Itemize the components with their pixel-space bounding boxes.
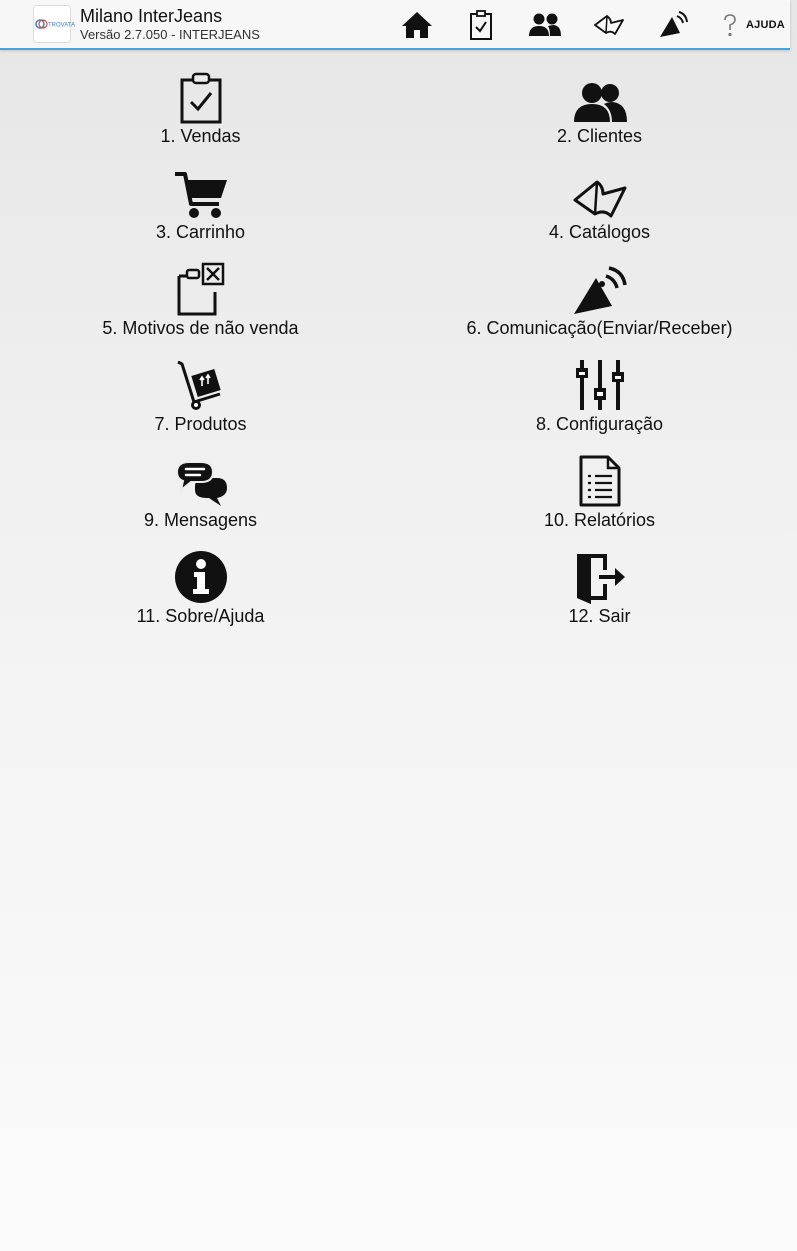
menu-label: 7. Produtos: [154, 414, 247, 434]
menu-item-configuracao[interactable]: [402, 340, 797, 436]
communication-button[interactable]: [653, 6, 693, 44]
menu-label: 6. Comunicação(Enviar/Receber): [466, 318, 733, 338]
menu-label: 1. Vendas: [160, 126, 241, 146]
menu-label: 11. Sobre/Ajuda: [136, 606, 265, 626]
report-icon: [578, 454, 622, 508]
sales-button[interactable]: [461, 6, 501, 44]
menu-label: 9. Mensagens: [143, 510, 258, 530]
cart-icon: [173, 170, 229, 220]
menu-item-carrinho[interactable]: [3, 148, 398, 244]
menu-item-sobre-ajuda[interactable]: [3, 532, 398, 628]
clipboard-check-icon: [179, 72, 223, 124]
app-version: Versão 2.7.050 - INTERJEANS: [80, 27, 260, 42]
menu-label: 4. Catálogos: [548, 222, 651, 242]
help-button[interactable]: [718, 8, 790, 42]
menu-item-motivos[interactable]: [3, 244, 398, 340]
menu-item-relatorios[interactable]: [402, 436, 797, 532]
clients-button[interactable]: [525, 6, 565, 44]
menu-label: 12. Sair: [568, 606, 631, 626]
menu-item-sair[interactable]: [402, 532, 797, 628]
help-label: AJUDA: [746, 19, 785, 31]
home-button[interactable]: [397, 6, 437, 44]
book-icon: [573, 178, 627, 220]
question-icon: [718, 12, 742, 38]
clipboard-x-icon: [175, 262, 227, 316]
menu-item-vendas[interactable]: [3, 52, 398, 148]
satellite-dish-icon: [658, 11, 688, 39]
menu-item-catalogos[interactable]: [402, 148, 797, 244]
users-icon: [572, 80, 628, 124]
exit-door-icon: [573, 550, 627, 604]
info-icon: [174, 550, 228, 604]
menu-item-mensagens[interactable]: [3, 436, 398, 532]
users-icon: [528, 12, 562, 38]
menu-label: 3. Carrinho: [155, 222, 246, 242]
menu-label: 10. Relatórios: [543, 510, 656, 530]
app-title: Milano InterJeans: [80, 6, 223, 26]
menu-item-comunicacao[interactable]: [402, 244, 797, 340]
menu-item-clientes[interactable]: [402, 52, 797, 148]
logo-text: TROVATA: [48, 22, 75, 29]
menu-item-produtos[interactable]: [3, 340, 398, 436]
clipboard-check-icon: [469, 9, 493, 41]
menu-label: 5. Motivos de não venda: [102, 318, 299, 338]
sliders-icon: [574, 358, 626, 412]
home-icon: [400, 10, 434, 40]
chat-icon: [173, 460, 229, 508]
app-logo: [33, 5, 75, 43]
hand-truck-icon: [174, 358, 228, 412]
book-icon: [593, 13, 625, 37]
menu-label: 8. Configuração: [535, 414, 664, 434]
menu-label: 2. Clientes: [556, 126, 643, 146]
catalogs-button[interactable]: [589, 6, 629, 44]
action-bar: [0, 0, 790, 50]
satellite-dish-icon: [572, 266, 628, 316]
